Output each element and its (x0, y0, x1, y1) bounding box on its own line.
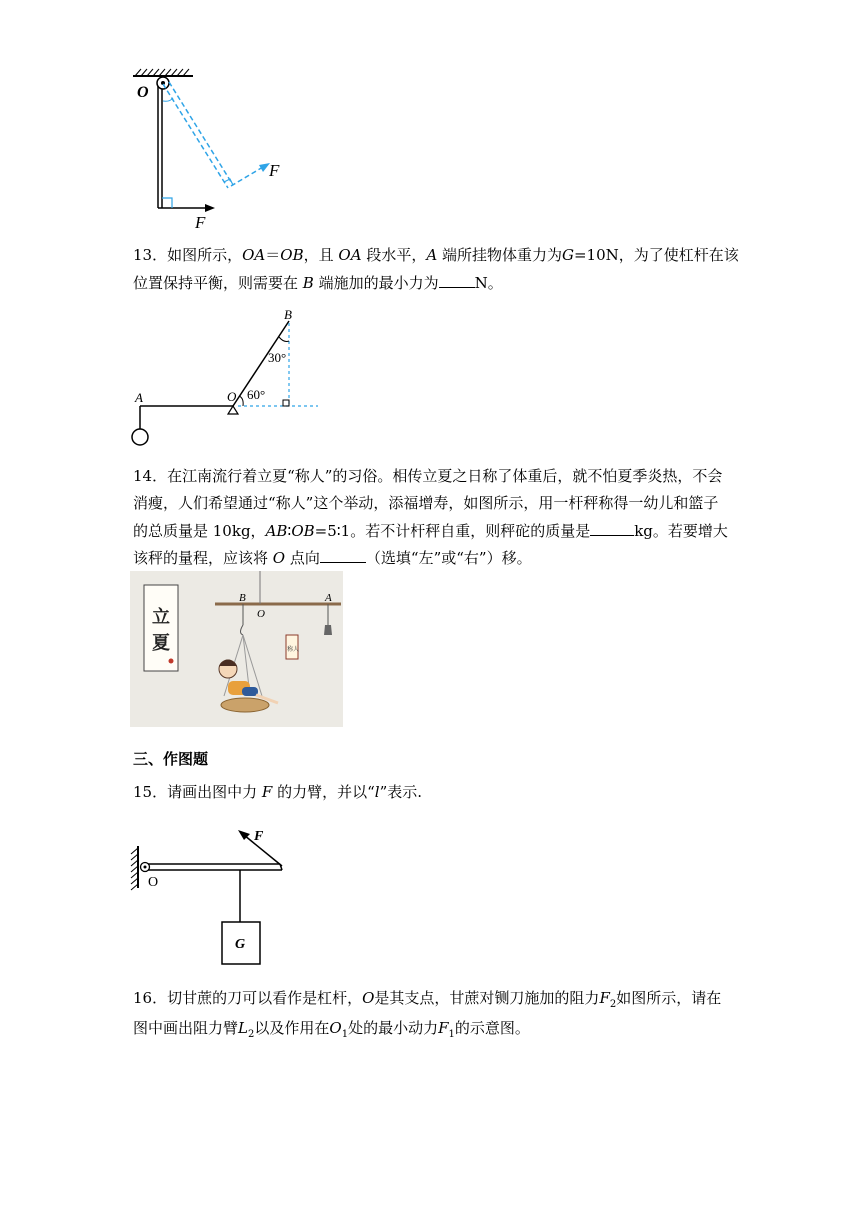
q12-label-f-right: F (269, 161, 280, 180)
q14-label-a: A (325, 592, 332, 604)
q13-figure (126, 305, 326, 450)
section-3-title: 三、作图题 (133, 750, 209, 768)
q13-label-b: B (284, 307, 292, 322)
q14-line-3: 的总质量是 10kg，AB∶OB=5∶1。若不计杆秤自重，则秤砣的质量是 kg。若要增大 (133, 522, 728, 540)
q13-line-2: 位置保持平衡，则需要在 B 端施加的最小力为 N。 (133, 274, 503, 292)
q13-label-o: O (227, 389, 237, 404)
q15-label-o: O (148, 875, 159, 890)
q14-answer-blank-1[interactable] (590, 521, 634, 536)
q16-line-2: 图中画出阻力臂$L_2$以及作用在$O_1$处的最小动力$F_1$的示意图。 (133, 1019, 530, 1040)
q12-label-f-bottom: F (195, 213, 206, 231)
q14-line-2: 消瘦，人们希望通过“称人”这个举动，添福增寿，如图所示，用一杆秤称得一幼儿和篮子 (133, 494, 719, 512)
q14-poster-big-1: 立 (152, 607, 170, 627)
q15-label-g: G (235, 937, 246, 952)
q13-angle-30: 30° (268, 350, 287, 365)
q13-line-1: 13．如图所示，OA＝OB，且 OA 段水平，A 端所挂物体重力为G=10N，为了使杠杆在该 (133, 246, 739, 264)
q13-answer-blank[interactable] (439, 273, 475, 288)
q14-line-4: 该秤的量程，应该将 O 点向 （选填“左”或“右”）移。 (133, 549, 532, 567)
q13-label-a: A (135, 390, 143, 405)
q14-poster-big-2: 夏 (152, 633, 170, 653)
q14-illustration (130, 571, 343, 727)
q14-answer-blank-2[interactable] (320, 548, 366, 563)
q15-line-1: 15．请画出图中力 F 的力臂，并以“l”表示. (133, 783, 423, 801)
q13-angle-60: 60° (247, 387, 266, 402)
q12-label-o: O (137, 84, 149, 101)
q14-tag: 称人 (287, 647, 300, 653)
q15-label-f: F (254, 829, 264, 844)
q12-figure (125, 66, 295, 231)
q14-line-1: 14．在江南流行着立夏“称人”的习俗。相传立夏之日称了体重后，就不怕夏季炎热，不会 (133, 467, 723, 485)
q15-figure (126, 826, 296, 971)
q14-label-o: O (257, 608, 265, 620)
q14-label-b: B (239, 592, 246, 604)
q16-line-1: 16．切甘蔗的刀可以看作是杠杆，O是其支点，甘蔗对铡刀施加的阻力$F_2$如图所示，请在 (133, 989, 722, 1010)
